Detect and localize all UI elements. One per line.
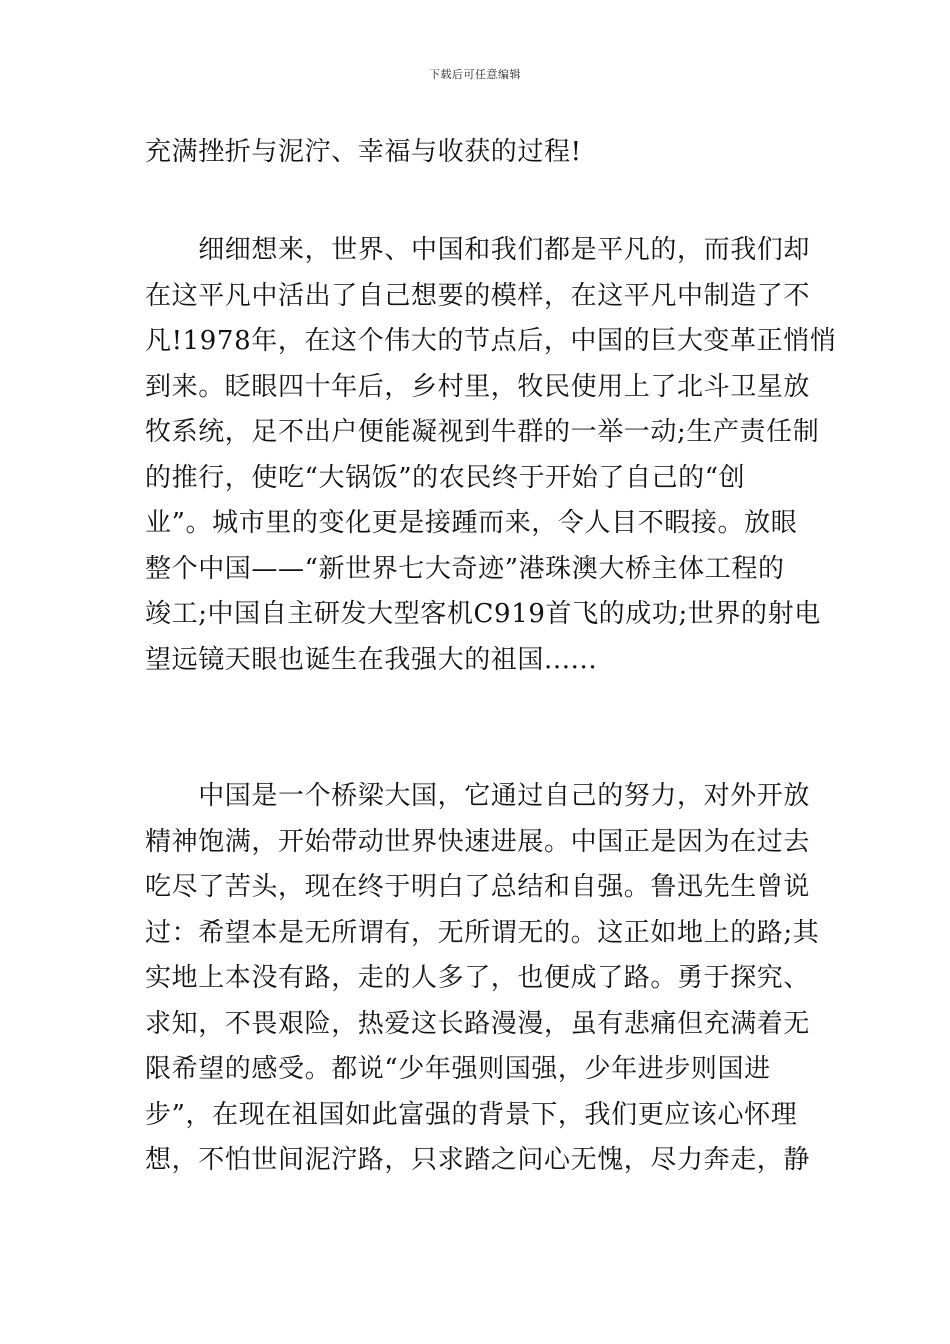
text-line: 望远镜天眼也诞生在我强大的祖国...... — [145, 644, 598, 675]
text-line: 在这平凡中活出了自己想要的模样，在这平凡中制造了不 — [145, 280, 811, 311]
text-line: 想，不怕世间泥泞路，只求踏之问心无愧，尽力奔走，静 — [145, 1145, 811, 1175]
text-line: 精神饱满，开始带动世界快速进展。中国正是因为在过去 — [145, 826, 811, 857]
text-line: 整个中国——“新世界七大奇迹”港珠澳大桥主体工程的 — [145, 553, 785, 584]
text-line: 凡!1978年，在这个伟大的节点后，中国的巨大变革正悄悄 — [145, 326, 837, 356]
text-line: 实地上本没有路，走的人多了，也便成了路。勇于探究、 — [145, 963, 811, 993]
text-line: 业”。城市里的变化更是接踵而来，令人目不暇接。放眼 — [145, 508, 798, 538]
paragraph-2 — [145, 228, 837, 683]
text-line: 牧系统，足不出户便能凝视到牛群的一举一动;生产责任制 — [145, 417, 820, 447]
paragraph-1 — [145, 130, 810, 176]
header-note: 下载后可任意编辑 — [429, 68, 521, 81]
text-line: 过：希望本是无所谓有，无所谓无的。这正如地上的路;其 — [145, 917, 820, 948]
text-line: 中国是一个桥梁大国，它通过自己的努力，对外开放 — [145, 781, 811, 811]
text-line: 求知，不畏艰险，热爱这长路漫漫，虽有悲痛但充满着无 — [145, 1008, 811, 1039]
text-line: 细细想来，世界、中国和我们都是平凡的，而我们却 — [145, 235, 811, 265]
text-line: 到来。眨眼四十年后，乡村里，牧民使用上了北斗卫星放 — [145, 371, 811, 402]
text-line: 步”，在现在祖国如此富强的背景下，我们更应该心怀理 — [145, 1099, 798, 1130]
text-line: 的推行，使吃“大锅饭”的农民终于开始了自己的“创 — [145, 462, 746, 493]
text-line: 限希望的感受。都说“少年强则国强，少年进步则国进 — [145, 1054, 771, 1084]
paragraph-3 — [145, 774, 820, 1184]
text-line: 吃尽了苦头，现在终于明白了总结和自强。鲁迅先生曾说 — [145, 872, 811, 902]
text-line: 竣工;中国自主研发大型客机C919首飞的成功;世界的射电 — [145, 599, 821, 629]
text-line: 充满挫折与泥泞、幸福与收获的过程! — [145, 137, 582, 167]
